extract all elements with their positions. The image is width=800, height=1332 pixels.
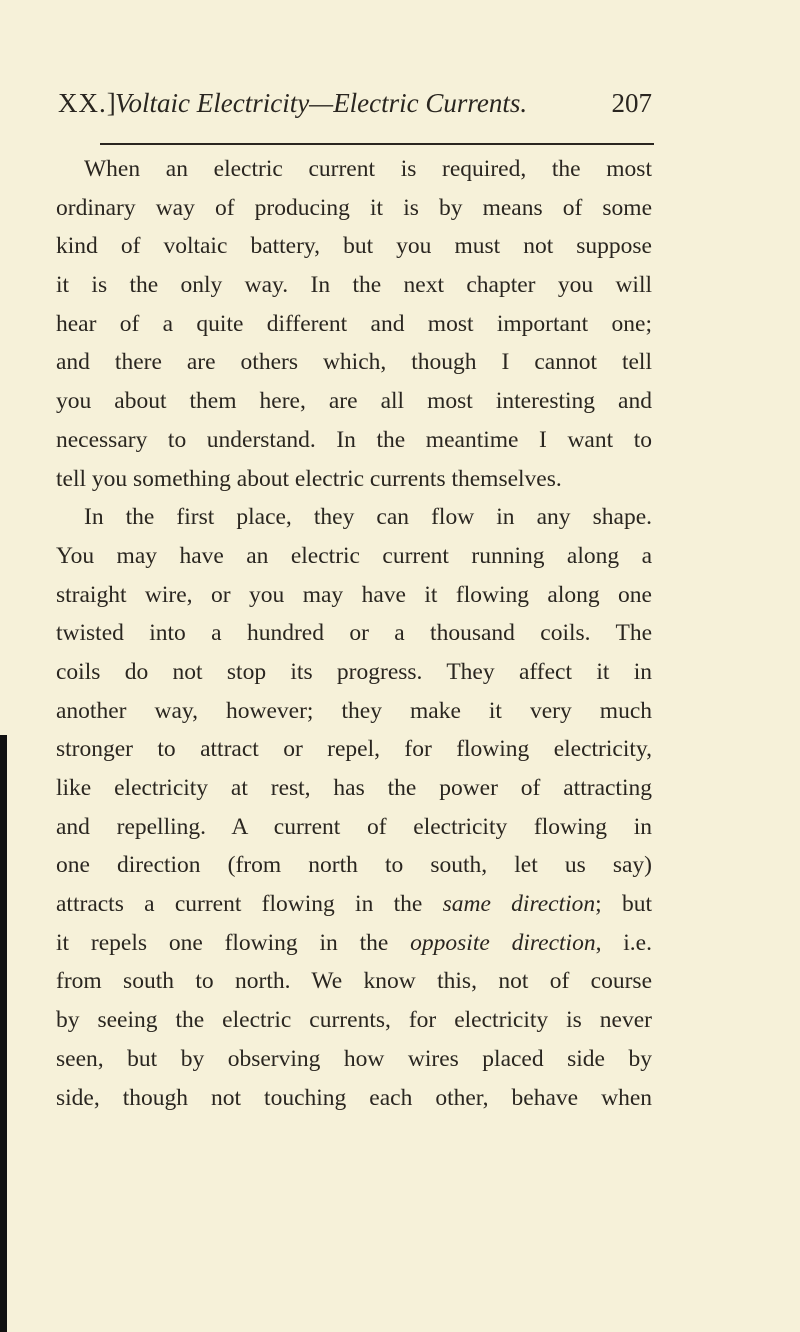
header-rule bbox=[100, 143, 654, 145]
text-fragment: attracts a current flowing in the bbox=[56, 891, 443, 918]
text-fragment: ; but bbox=[595, 891, 652, 918]
text-fragment: , i.e. bbox=[595, 929, 652, 956]
text-line bbox=[56, 924, 652, 963]
text-line: seen, but by observing how wires placed side by bbox=[56, 1045, 652, 1072]
page-edge-shadow bbox=[0, 735, 7, 1332]
text-line: like electricity at rest, has the power of attracting bbox=[56, 775, 652, 801]
text-line: one direction (from north to south, let us say) bbox=[56, 852, 652, 879]
text-line: and repelling. A current of electricity flowing in bbox=[56, 813, 652, 840]
text-line: In the first place, they can flow in any shape. bbox=[84, 504, 652, 531]
text-line: kind of voltaic battery, but you must not suppose bbox=[56, 233, 652, 260]
text-line: stronger to attract or repel, for flowing electricity, bbox=[56, 736, 652, 763]
text-line: by seeing the electric currents, for electricity is never bbox=[56, 1007, 652, 1034]
text-line: When an electric current is required, the most bbox=[84, 156, 652, 182]
text-line: you about them here, are all most interesting and bbox=[56, 388, 652, 415]
text-line: hear of a quite different and most important one; bbox=[56, 310, 652, 337]
text-line: side, though not touching each other, behave when bbox=[56, 1084, 652, 1111]
text-line: necessary to understand. In the meantime I want to bbox=[56, 426, 652, 453]
text-line: straight wire, or you may have it flowing along one bbox=[56, 581, 652, 608]
text-line: coils do not stop its progress. They affect it in bbox=[56, 658, 652, 685]
text-line: ordinary way of producing it is by means of some bbox=[56, 194, 652, 221]
text-line: and there are others which, though I cannot tell bbox=[56, 349, 652, 376]
body-text bbox=[56, 150, 652, 1117]
chapter-number: XX.] bbox=[58, 88, 117, 118]
text-fragment: it repels one flowing in the bbox=[56, 929, 411, 956]
text-line: it is the only way. In the next chapter you will bbox=[56, 272, 652, 299]
running-title: Voltaic Electricity—Electric Currents. bbox=[115, 88, 528, 118]
text-line bbox=[56, 885, 652, 924]
emphasis-opposite-direction: opposite direction bbox=[410, 929, 596, 956]
text-line: another way, however; they make it very much bbox=[56, 697, 652, 724]
page-number: 207 bbox=[611, 88, 652, 118]
text-line: tell you something about electric currents themselves. bbox=[56, 465, 562, 492]
text-line: twisted into a hundred or a thousand coils. The bbox=[56, 620, 652, 647]
emphasis-same-direction: same direction bbox=[442, 891, 596, 918]
text-line: You may have an electric current running along a bbox=[56, 542, 652, 569]
text-line: from south to north. We know this, not of course bbox=[56, 968, 652, 995]
running-header bbox=[58, 88, 652, 128]
